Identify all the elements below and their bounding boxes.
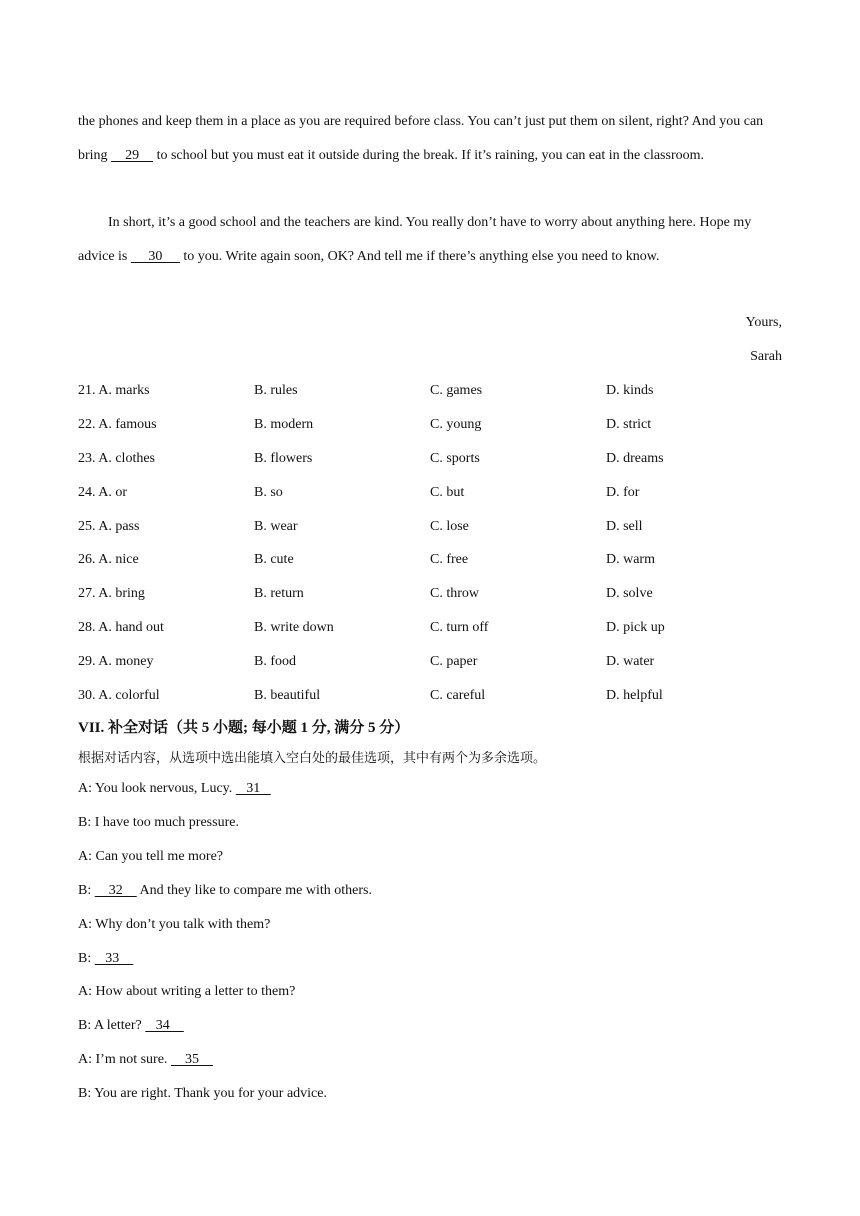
option-c: C. throw (430, 586, 479, 601)
option-c: C. turn off (430, 620, 489, 635)
option-a: 22. A. famous (78, 417, 157, 432)
dialogue-line (78, 1052, 213, 1068)
dialogue-text: B: You are right. Thank you for your advice. (78, 1086, 327, 1101)
option-c: C. sports (430, 451, 480, 466)
dialogue-line (78, 815, 239, 831)
option-a: 29. A. money (78, 654, 154, 669)
option-row (78, 383, 784, 417)
option-b: B. return (254, 586, 304, 601)
passage-paragraph-2 (78, 206, 784, 274)
option-b: B. cute (254, 552, 294, 567)
dialogue-line (78, 1086, 327, 1102)
letter-closing: Yours, (745, 315, 782, 330)
dialogue-line (78, 951, 133, 967)
option-b: B. so (254, 485, 283, 500)
dialogue-line (78, 849, 223, 865)
option-row (78, 552, 784, 586)
dialogue-text: B: (78, 883, 95, 898)
dialogue-text: A: Can you tell me more? (78, 849, 224, 864)
letter-signature: Sarah (750, 349, 782, 364)
dialogue-line (78, 917, 270, 933)
blank-32: 32 (94, 883, 137, 898)
option-b: B. wear (254, 519, 298, 534)
option-row (78, 485, 784, 519)
option-b: B. write down (254, 620, 334, 635)
blank-29: 29 (111, 147, 154, 163)
option-c: C. lose (430, 519, 469, 534)
option-c: C. but (430, 485, 465, 500)
option-c: C. young (430, 417, 482, 432)
dialogue-text: B: (78, 951, 95, 966)
option-a: 28. A. hand out (78, 620, 164, 635)
option-row (78, 620, 784, 654)
option-d: D. helpful (606, 688, 663, 703)
option-b: B. beautiful (254, 688, 321, 703)
blank-35: 35 (170, 1052, 213, 1067)
option-c: C. free (430, 552, 469, 567)
dialogue-text: And they like to compare me with others. (136, 883, 372, 898)
dialogue-text: B: A letter? (78, 1018, 146, 1033)
dialogue-text: B: I have too much pressure. (78, 815, 239, 830)
option-a: 30. A. colorful (78, 688, 160, 703)
passage-paragraph-1 (78, 105, 784, 173)
option-b: B. modern (254, 417, 314, 432)
option-d: D. strict (606, 417, 652, 432)
dialogue-line (78, 883, 372, 899)
option-d: D. solve (606, 586, 653, 601)
option-c: C. careful (430, 688, 486, 703)
option-d: D. for (606, 485, 640, 500)
option-c: C. paper (430, 654, 478, 669)
dialogue-text: A: I’m not sure. (78, 1052, 171, 1067)
option-b: B. rules (254, 383, 298, 398)
option-row (78, 586, 784, 620)
paragraph-text: to school but you must eat it outside during the break. If it’s raining, you can eat in the classroom. (153, 147, 705, 163)
dialogue-line (78, 781, 271, 797)
dialogue-line (78, 1018, 184, 1034)
paragraph-text: the phones and keep them in a place as you are required before class. You can’t just put them on silent, right? And you can bring (78, 114, 764, 163)
paragraph-text: In short, it’s a good school and the teachers are kind. You really don’t have to worry about anything here. Hope my advice is (78, 215, 752, 264)
option-d: D. sell (606, 519, 643, 534)
option-a: 27. A. bring (78, 586, 145, 601)
option-row (78, 654, 784, 688)
dialogue-text: A: Why don’t you talk with them? (78, 917, 271, 932)
option-a: 25. A. pass (78, 519, 140, 534)
section-title: VII. 补全对话（共 5 小题; 每小题 1 分, 满分 5 分） (78, 720, 410, 736)
blank-34: 34 (145, 1018, 184, 1033)
option-d: D. kinds (606, 383, 654, 398)
option-row (78, 451, 784, 485)
option-a: 24. A. or (78, 485, 127, 500)
option-b: B. food (254, 654, 296, 669)
blank-31: 31 (235, 781, 271, 796)
option-a: 23. A. clothes (78, 451, 155, 466)
option-d: D. dreams (606, 451, 664, 466)
option-a: 26. A. nice (78, 552, 139, 567)
option-row (78, 519, 784, 553)
option-d: D. pick up (606, 620, 665, 635)
dialogue-text: A: You look nervous, Lucy. (78, 781, 236, 796)
option-row (78, 417, 784, 451)
dialogue-text: A: How about writing a letter to them? (78, 984, 296, 999)
section-instruction: 根据对话内容，从选项中选出能填入空白处的最佳选项，其中有两个为多余选项。 (78, 751, 547, 766)
blank-30: 30 (130, 248, 180, 264)
blank-33: 33 (94, 951, 134, 966)
option-d: D. water (606, 654, 655, 669)
paragraph-text: to you. Write again soon, OK? And tell me if there’s anything else you need to know. (179, 248, 660, 264)
dialogue-line (78, 984, 295, 1000)
option-c: C. games (430, 383, 483, 398)
option-d: D. warm (606, 552, 655, 567)
option-a: 21. A. marks (78, 383, 150, 398)
option-b: B. flowers (254, 451, 313, 466)
